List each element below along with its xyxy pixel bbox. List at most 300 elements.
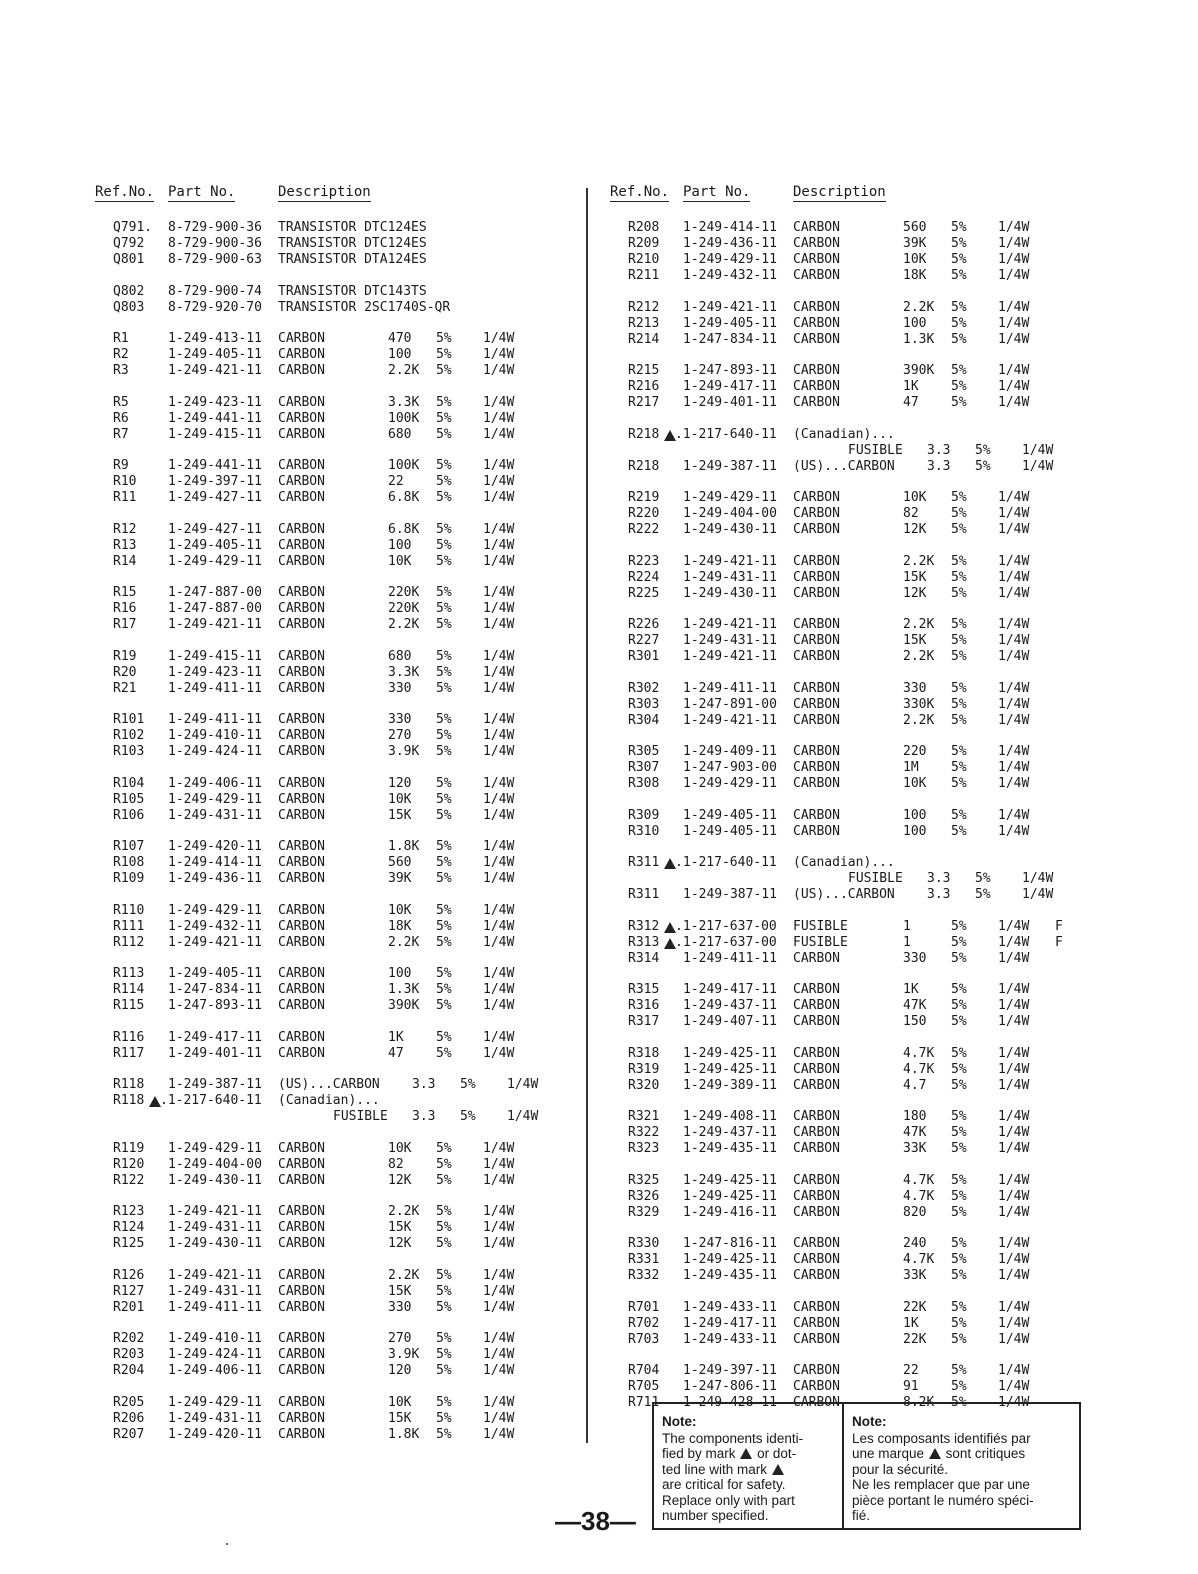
part-no: 1-249-415-11 — [168, 426, 262, 442]
part-no: 1-249-421-11 — [683, 553, 777, 569]
part-no: 1-249-428-11 — [683, 1395, 777, 1410]
tolerance: 5% — [951, 315, 967, 331]
description: CARBON — [793, 490, 840, 505]
tolerance: 5% — [951, 680, 967, 696]
wattage: 1/4W — [998, 236, 1030, 251]
note-line: pièce portant le numéro spéci- — [852, 1492, 1034, 1508]
group-spacer — [610, 729, 1070, 745]
part-no: 1-249-421-11 — [168, 1204, 262, 1219]
ref-no: R102 — [113, 728, 145, 743]
part-row — [610, 300, 1070, 316]
part-row — [95, 1395, 565, 1411]
wattage: 1/4W — [483, 744, 515, 759]
tolerance: 5% — [951, 776, 967, 791]
tolerance: 5% — [951, 363, 967, 378]
wattage: 1/4W — [483, 537, 515, 553]
part-no: 1-249-421-11 — [168, 934, 262, 950]
ref-no: R13 — [113, 537, 137, 553]
left-column — [95, 180, 565, 1443]
ref-no: R1 — [113, 331, 129, 346]
description: CARBON — [793, 1188, 840, 1204]
description: CARBON — [793, 553, 840, 569]
part-no: 1-249-405-11 — [683, 807, 777, 823]
wattage: 1/4W — [483, 1156, 515, 1172]
part-row — [610, 855, 1070, 871]
wattage: 1/4W — [998, 1172, 1030, 1188]
part-no: 1-249-410-11 — [168, 728, 262, 743]
part-no: 1-249-397-11 — [168, 474, 262, 489]
value: 150 — [903, 1014, 927, 1029]
value: 100K — [388, 410, 420, 426]
note-title: Note: — [662, 1414, 697, 1429]
tolerance: 5% — [436, 728, 452, 743]
description: CARBON — [793, 1395, 840, 1410]
value: 680 — [388, 426, 412, 442]
safety-note-french — [844, 1404, 1079, 1528]
part-row — [95, 617, 565, 633]
wattage: 1/4W — [998, 998, 1030, 1013]
group-spacer — [95, 633, 565, 649]
tolerance: 5% — [436, 521, 452, 537]
part-no: 1-249-411-11 — [168, 1299, 262, 1315]
note-title: Note: — [852, 1414, 887, 1429]
tolerance: 5% — [436, 998, 452, 1013]
description: CARBON — [793, 1363, 840, 1378]
wattage: 1/4W — [998, 744, 1030, 759]
ref-no: R107 — [113, 839, 145, 854]
ref-no: R124 — [113, 1220, 145, 1235]
ref-no: R117 — [113, 1045, 145, 1061]
wattage: 1/4W — [483, 1283, 515, 1299]
part-no: 1-249-389-11 — [683, 1077, 777, 1093]
tolerance: 5% — [975, 442, 991, 458]
ref-no: R7 — [113, 426, 129, 442]
value: 3.3 — [927, 458, 951, 474]
tolerance: 5% — [436, 1220, 452, 1235]
part-row — [610, 1014, 1070, 1030]
description-sub: FUSIBLE — [848, 871, 903, 886]
description: CARBON — [278, 426, 325, 442]
tolerance: 5% — [951, 918, 967, 934]
tolerance: 5% — [436, 1283, 452, 1299]
tolerance: 5% — [436, 1204, 452, 1219]
value: 15K — [388, 1283, 412, 1299]
value: 12K — [903, 585, 927, 601]
wattage: 1/4W — [1022, 458, 1054, 474]
ref-no: R326 — [628, 1188, 660, 1204]
part-no: 1-249-405-11 — [168, 966, 262, 981]
part-no: 1-249-429-11 — [168, 1140, 262, 1156]
description: CARBON — [278, 680, 325, 696]
description: CARBON — [793, 1045, 840, 1061]
group-spacer — [95, 887, 565, 903]
wattage: 1/4W — [998, 1141, 1030, 1156]
ref-no: R114 — [113, 982, 145, 997]
part-row — [610, 681, 1070, 697]
part-no: 1-249-417-11 — [168, 1029, 262, 1045]
ref-no: R316 — [628, 998, 660, 1013]
wattage: 1/4W — [998, 680, 1030, 696]
group-spacer — [610, 348, 1070, 364]
value: 2.2K — [903, 617, 935, 632]
wattage: 1/4W — [483, 807, 515, 823]
tolerance: 5% — [951, 1172, 967, 1188]
description: CARBON — [278, 474, 325, 489]
tolerance: 5% — [436, 1156, 452, 1172]
ref-no: R329 — [628, 1204, 660, 1220]
tolerance: 5% — [436, 1299, 452, 1315]
tolerance: 5% — [951, 712, 967, 728]
part-no: 1-249-415-11 — [168, 648, 262, 664]
part-no: 1-249-431-11 — [683, 569, 777, 585]
part-no: 1-249-430-11 — [683, 585, 777, 601]
part-row — [610, 887, 1070, 903]
tolerance: 5% — [436, 458, 452, 473]
wattage: 1/4W — [998, 1014, 1030, 1029]
wattage: 1/4W — [1022, 442, 1054, 458]
tolerance: 5% — [436, 712, 452, 727]
group-spacer — [610, 840, 1070, 856]
part-row — [610, 1109, 1070, 1125]
part-no: 1-249-407-11 — [683, 1014, 777, 1029]
part-no: 1-249-430-11 — [168, 1236, 262, 1251]
note-text: or dot- — [757, 1446, 797, 1461]
part-no: 1-249-410-11 — [168, 1331, 262, 1346]
part-row — [95, 427, 565, 443]
ref-no: R202 — [113, 1331, 145, 1346]
wattage: 1/4W — [483, 648, 515, 664]
tolerance: 5% — [951, 569, 967, 585]
description: CARBON — [793, 252, 840, 267]
part-row — [610, 871, 1070, 887]
value: 4.7K — [903, 1172, 935, 1188]
ref-no: R321 — [628, 1109, 660, 1124]
part-row — [95, 1411, 565, 1427]
value: 100K — [388, 458, 420, 473]
tolerance: 5% — [951, 1061, 967, 1077]
value: 22 — [388, 474, 404, 489]
value: 82 — [388, 1156, 404, 1172]
part-no: 1-249-429-11 — [683, 490, 777, 505]
part-no: 1-249-429-11 — [683, 252, 777, 267]
part-row — [95, 554, 565, 570]
value: 10K — [903, 776, 927, 791]
value: 240 — [903, 1236, 927, 1251]
part-row — [610, 1062, 1070, 1078]
value: 47K — [903, 1125, 927, 1140]
part-no: 1-249-404-00 — [168, 1156, 262, 1172]
ref-no: R211 — [628, 268, 660, 283]
ref-no: R12 — [113, 521, 137, 537]
wattage: 1/4W — [998, 1252, 1030, 1267]
note-line: number specified. — [662, 1508, 769, 1523]
part-row — [95, 1236, 565, 1252]
value: 220 — [903, 744, 927, 759]
ref-no: R109 — [113, 871, 145, 886]
description: CARBON — [793, 760, 840, 775]
tolerance: 5% — [436, 1236, 452, 1251]
part-row — [95, 1268, 565, 1284]
wattage: 1/4W — [483, 1394, 515, 1410]
wattage: 1/4W — [483, 791, 515, 807]
wattage: 1/4W — [998, 1395, 1030, 1410]
wattage: 1/4W — [998, 299, 1030, 315]
description: CARBON — [793, 823, 840, 839]
tolerance: 5% — [436, 807, 452, 823]
value: 8.2K — [903, 1395, 935, 1410]
wattage: 1/4W — [483, 1331, 515, 1346]
tolerance: 5% — [436, 775, 452, 791]
part-no: 1-249-417-11 — [683, 379, 777, 394]
value: 10K — [388, 791, 412, 807]
description: CARBON — [793, 744, 840, 759]
ref-no: R5 — [113, 394, 129, 410]
part-no: 1-249-423-11 — [168, 394, 262, 410]
part-row — [610, 252, 1070, 268]
tolerance: 5% — [436, 1140, 452, 1156]
tolerance: 5% — [436, 490, 452, 505]
description: CARBON — [278, 791, 325, 807]
value: 680 — [388, 648, 412, 664]
part-row — [610, 998, 1070, 1014]
ref-no: R21 — [113, 680, 137, 696]
ref-no: R125 — [113, 1236, 145, 1251]
part-row — [610, 776, 1070, 792]
wattage: 1/4W — [998, 268, 1030, 283]
wattage: 1/4W — [483, 458, 515, 473]
description: CARBON — [793, 1331, 840, 1347]
part-no: 1-249-437-11 — [683, 1125, 777, 1140]
part-row — [610, 316, 1070, 332]
value: 1K — [903, 379, 919, 394]
value: 18K — [903, 268, 927, 283]
group-spacer — [610, 665, 1070, 681]
part-row — [95, 284, 565, 300]
part-no: 1-249-417-11 — [683, 1315, 777, 1331]
tolerance: 5% — [436, 1331, 452, 1346]
tolerance: 5% — [436, 902, 452, 918]
wattage: 1/4W — [483, 617, 515, 632]
description: CARBON — [793, 712, 840, 728]
description: CARBON — [278, 1394, 325, 1410]
value: 270 — [388, 1331, 412, 1346]
description: CARBON — [793, 506, 840, 521]
value: 12K — [903, 522, 927, 537]
part-no: 1-249-408-11 — [683, 1109, 777, 1124]
value: 100 — [388, 966, 412, 981]
wattage: 1/4W — [998, 1236, 1030, 1251]
column-divider — [586, 188, 588, 1443]
part-row — [610, 982, 1070, 998]
part-row — [95, 744, 565, 760]
ref-no: R307 — [628, 760, 660, 775]
group-spacer — [95, 1379, 565, 1395]
description: CARBON — [793, 1252, 840, 1267]
part-no: 1-249-431-11 — [168, 807, 262, 823]
wattage: 1/4W — [483, 1045, 515, 1061]
part-no: 1-249-413-11 — [168, 331, 262, 346]
wattage: 1/4W — [483, 934, 515, 950]
description: CARBON — [278, 458, 325, 473]
description: (US)...CARBON — [278, 1077, 380, 1092]
part-no: 1-249-421-11 — [683, 617, 777, 632]
wattage: 1/4W — [998, 1077, 1030, 1093]
ref-no: R108 — [113, 855, 145, 870]
part-row — [95, 1427, 565, 1443]
ref-no: R319 — [628, 1061, 660, 1077]
tolerance: 5% — [951, 696, 967, 712]
tolerance: 5% — [436, 966, 452, 981]
group-spacer — [95, 824, 565, 840]
part-no: 1-247-887-00 — [168, 585, 262, 600]
part-row — [95, 1109, 565, 1125]
note-line: Les composants identifiés par — [852, 1430, 1031, 1446]
part-row — [95, 474, 565, 490]
ref-no: Q802 — [113, 283, 145, 299]
value: 1 — [903, 918, 911, 934]
wattage: 1/4W — [998, 315, 1030, 331]
value: 12K — [388, 1236, 412, 1251]
ref-no: R103 — [113, 744, 145, 759]
description: CARBON — [793, 617, 840, 632]
tolerance: 5% — [436, 1347, 452, 1362]
value: 2.2K — [388, 1204, 420, 1219]
group-spacer — [610, 1221, 1070, 1237]
value: 33K — [903, 1268, 927, 1283]
header-ref: Ref.No. — [95, 184, 155, 200]
tolerance: 5% — [951, 1125, 967, 1140]
part-row — [610, 1173, 1070, 1189]
description: CARBON — [278, 601, 325, 616]
ref-no: R122 — [113, 1172, 145, 1188]
group-spacer — [610, 538, 1070, 554]
tolerance: 5% — [951, 1204, 967, 1220]
part-no: 1-249-424-11 — [168, 744, 262, 759]
tolerance: 5% — [436, 982, 452, 997]
description: CARBON — [278, 1172, 325, 1188]
tolerance: 5% — [436, 537, 452, 553]
part-row — [95, 1157, 565, 1173]
part-row — [95, 347, 565, 363]
wattage: 1/4W — [998, 934, 1030, 950]
value: 220K — [388, 585, 420, 600]
part-no: 1-247-887-00 — [168, 601, 262, 616]
ref-no: R318 — [628, 1045, 660, 1061]
group-spacer — [610, 1094, 1070, 1110]
tolerance: 5% — [951, 950, 967, 966]
ref-no: R323 — [628, 1141, 660, 1156]
part-no: 1-249-406-11 — [168, 1363, 262, 1378]
ref-no: R225 — [628, 585, 660, 601]
tolerance: 5% — [436, 617, 452, 632]
flag: F — [1055, 934, 1063, 950]
part-no: 1-249-405-11 — [168, 347, 262, 362]
wattage: 1/4W — [998, 1188, 1030, 1204]
part-no: 1-249-416-11 — [683, 1204, 777, 1220]
part-no: 1-247-891-00 — [683, 696, 777, 712]
value: 15K — [903, 633, 927, 648]
wattage: 1/4W — [998, 1045, 1030, 1061]
ref-no: R705 — [628, 1379, 660, 1394]
description: CARBON — [793, 696, 840, 712]
ref-no: R201 — [113, 1299, 145, 1315]
tolerance: 5% — [951, 252, 967, 267]
note-line — [662, 1462, 834, 1478]
description: CARBON — [278, 648, 325, 664]
part-no: 1-249-425-11 — [683, 1188, 777, 1204]
wattage: 1/4W — [483, 1220, 515, 1235]
part-no: 1-249-430-11 — [683, 522, 777, 537]
wattage: 1/4W — [998, 1299, 1030, 1315]
description: CARBON — [278, 1331, 325, 1346]
part-row — [610, 332, 1070, 348]
wattage: 1/4W — [998, 1331, 1030, 1347]
part-no: 1-247-893-11 — [168, 998, 262, 1013]
value: 47 — [903, 395, 919, 410]
ref-no: R301 — [628, 649, 660, 664]
value: 2.2K — [388, 934, 420, 950]
ref-no: R112 — [113, 934, 145, 950]
ref-no: R118 — [113, 1093, 145, 1108]
value: 3.3 — [412, 1109, 436, 1124]
wattage: 1/4W — [998, 918, 1030, 934]
ref-no: R104 — [113, 775, 145, 791]
tolerance: 5% — [436, 855, 452, 870]
part-no: 1-249-425-11 — [683, 1172, 777, 1188]
ref-no: R15 — [113, 585, 137, 600]
value: 1K — [903, 982, 919, 997]
description: CARBON — [278, 1236, 325, 1251]
description: (US)...CARBON — [793, 887, 895, 902]
part-no: 1-249-411-11 — [683, 680, 777, 696]
tolerance: 5% — [951, 1331, 967, 1347]
part-no: 1-249-409-11 — [683, 744, 777, 759]
tolerance: 5% — [436, 1426, 452, 1442]
part-row — [95, 982, 565, 998]
ref-no: R6 — [113, 410, 129, 426]
value: 3.9K — [388, 744, 420, 759]
part-row — [610, 363, 1070, 379]
value: 3.3K — [388, 664, 420, 680]
part-row — [95, 411, 565, 427]
ref-no: Q791. — [113, 220, 153, 235]
ref-no: R308 — [628, 776, 660, 791]
part-row — [610, 1332, 1070, 1348]
ref-no: R310 — [628, 823, 660, 839]
part-no: 1-249-441-11 — [168, 410, 262, 426]
ref-no: R311 — [628, 887, 660, 902]
warning-triangle-icon — [772, 1464, 784, 1475]
part-no: 1-249-420-11 — [168, 839, 262, 854]
ref-no: R14 — [113, 553, 137, 569]
part-no: .1-217-637-00 — [675, 918, 777, 934]
tolerance: 5% — [951, 649, 967, 664]
wattage: 1/4W — [483, 1140, 515, 1156]
value: 330K — [903, 696, 935, 712]
value: 120 — [388, 1363, 412, 1378]
value: 4.7K — [903, 1061, 935, 1077]
value: 47 — [388, 1045, 404, 1061]
left-header — [95, 180, 565, 208]
value: 330 — [388, 680, 412, 696]
part-no: 1-249-417-11 — [683, 982, 777, 997]
ref-no: R218 — [628, 426, 660, 442]
ref-no: R118 — [113, 1077, 145, 1092]
ref-no: R322 — [628, 1125, 660, 1140]
value: 3.3 — [927, 871, 951, 886]
group-spacer — [95, 316, 565, 332]
description: CARBON — [793, 982, 840, 997]
